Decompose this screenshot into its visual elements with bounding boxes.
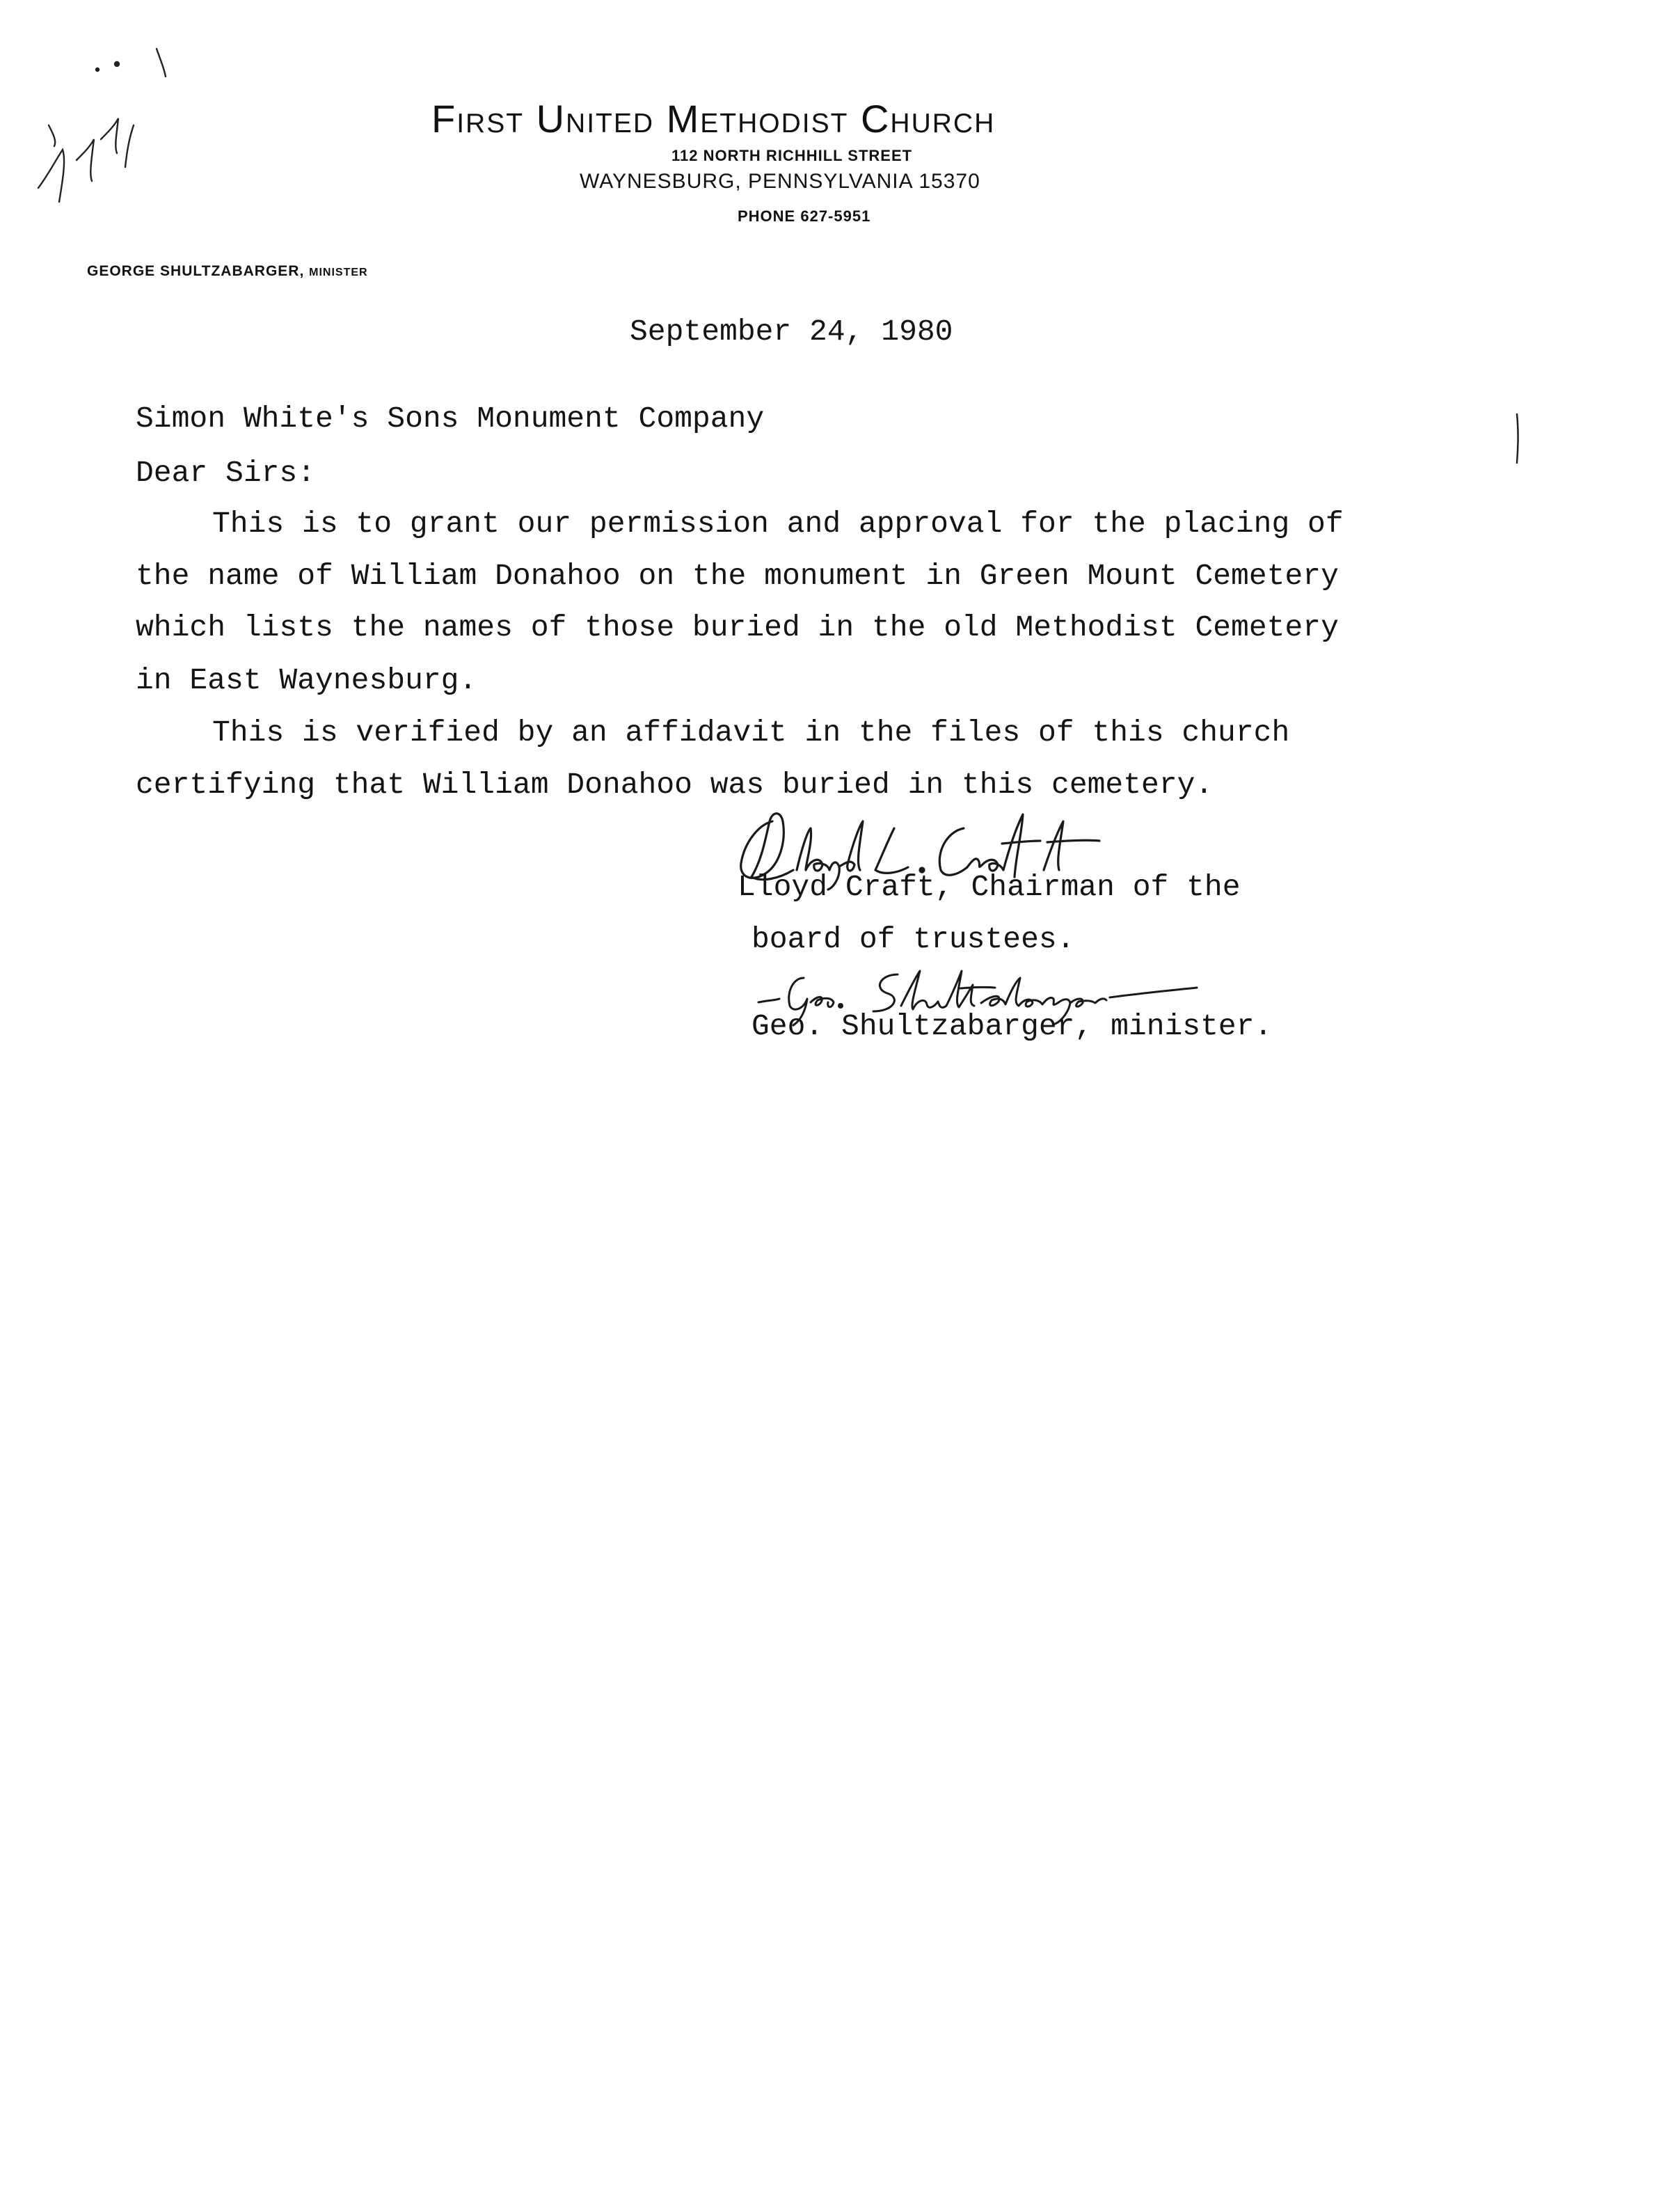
church-name-text: First United Methodist Church: [431, 97, 996, 141]
letterhead-minister: [87, 263, 368, 280]
church-name-heading: [431, 96, 1239, 141]
paragraph2-line: certifying that William Donahoo was buried in this cemetery.: [136, 768, 1214, 802]
margin-bracket: [1510, 411, 1524, 466]
letter-recipient: Simon White's Sons Monument Company: [136, 402, 765, 436]
letter-date: September 24, 1980: [630, 315, 953, 349]
craft-typed-name: Lloyd Craft, Chairman of the: [738, 870, 1241, 904]
paragraph1-line: This is to grant our permission and approval for the placing of: [212, 507, 1344, 541]
letterhead-minister-name: GEORGE SHULTZABARGER,: [87, 263, 305, 279]
paragraph1-line: the name of William Donahoo on the monument in Green Mount Cemetery: [136, 559, 1339, 593]
letterhead-minister-role: MINISTER: [309, 267, 368, 278]
church-city-line: WAYNESBURG, PENNSYLVANIA 15370: [580, 170, 980, 193]
paragraph1-line: in East Waynesburg.: [136, 663, 477, 697]
church-phone: PHONE 627-5951: [738, 207, 871, 225]
church-street-address: 112 NORTH RICHHILL STREET: [671, 147, 913, 164]
paragraph2-line: This is verified by an affidavit in the files of this church: [212, 716, 1290, 750]
shultzabarger-typed-name: Geo. Shultzabarger, minister.: [752, 1009, 1273, 1043]
paragraph1-line: which lists the names of those buried in the old Methodist Cemetery: [136, 610, 1339, 645]
craft-typed-title: board of trustees.: [752, 922, 1075, 956]
margin-scribble: [14, 21, 195, 223]
letter-salutation: Dear Sirs:: [136, 456, 316, 490]
